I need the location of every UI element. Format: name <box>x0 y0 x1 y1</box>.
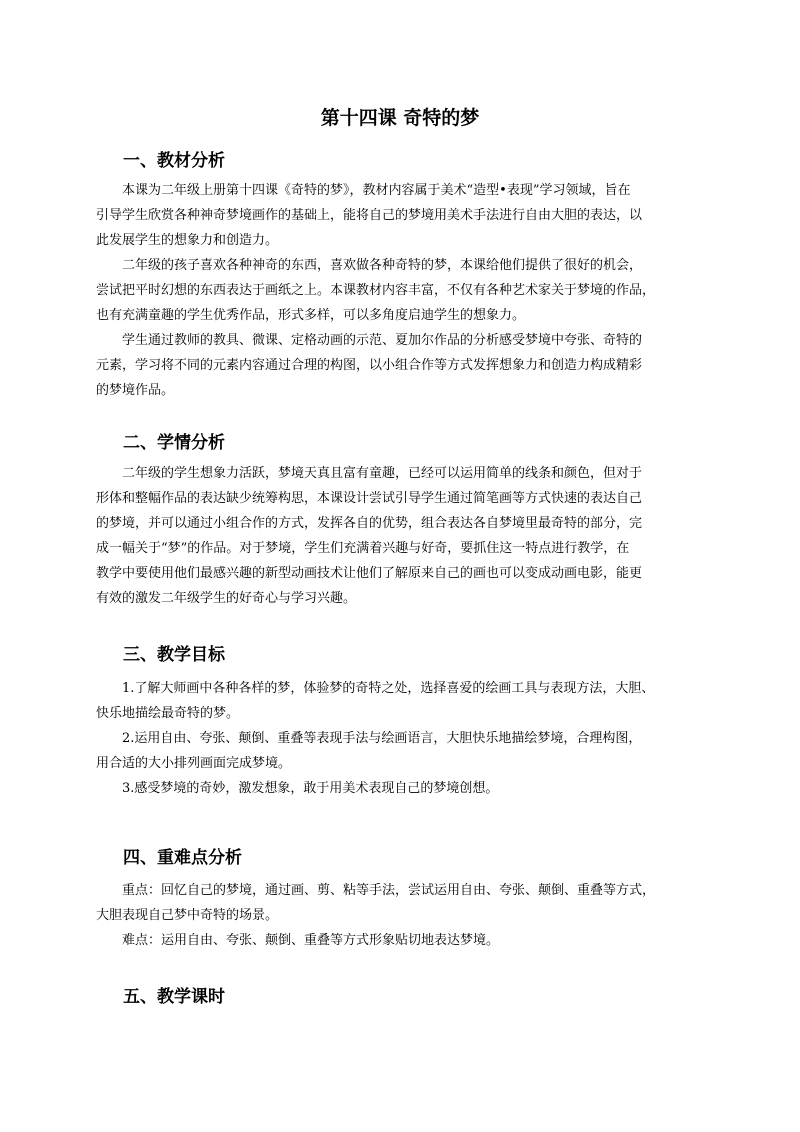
paragraph-line: 二年级的学生想象力活跃，梦境天真且富有童趣，已经可以运用简单的线条和颜色，但对于 <box>122 466 643 481</box>
section-body-teaching-objectives <box>96 676 708 801</box>
paragraph-line: 难点：运用自由、夸张、颠倒、重叠等方式形象贴切地表达梦境。 <box>122 933 500 948</box>
paragraph-line: 有效的激发二年级学生的好奇心与学习兴趣。 <box>96 591 357 606</box>
section-heading-teaching-hours: 五、教学课时 <box>123 987 225 1007</box>
paragraph-line: 成一幅关于“梦”的作品。对于梦境，学生们充满着兴趣与好奇，要抓住这一特点进行教学，在 <box>96 541 630 556</box>
paragraph-line: 学生通过教师的教具、微课、定格动画的示范、夏加尔作品的分析感受梦境中夸张、奇特的 <box>122 333 643 348</box>
paragraph-line: 引导学生欣赏各种神奇梦境画作的基础上，能将自己的梦境用美术手法进行自由大胆的表达，以 <box>96 208 643 223</box>
paragraph-line: 快乐地描绘最奇特的梦。 <box>96 706 240 721</box>
paragraph-line: 1.了解大师画中各种各样的梦，体验梦的奇特之处，选择喜爱的绘画工具与表现方法，大胆、 <box>122 681 655 696</box>
paragraph-line: 的梦境作品。 <box>96 383 175 398</box>
section-body-learner-analysis <box>96 461 708 611</box>
section-body-key-difficult-points <box>96 878 708 953</box>
paragraph-line: 此发展学生的想象力和创造力。 <box>96 233 279 248</box>
paragraph-line: 大胆表现自己梦中奇特的场景。 <box>96 908 279 923</box>
paragraph-line: 形体和整幅作品的表达缺少统筹构思，本课设计尝试引导学生通过简笔画等方式快速的表达自己 <box>96 491 643 506</box>
section-heading-learner-analysis: 二、学情分析 <box>123 433 225 453</box>
section-heading-key-difficult-points: 四、重难点分析 <box>123 848 242 868</box>
paragraph-line: 用合适的大小排列画面完成梦境。 <box>96 756 292 771</box>
paragraph-line: 2.运用自由、夸张、颠倒、重叠等表现手法与绘画语言，大胆快乐地描绘梦境，合理构图， <box>122 731 642 746</box>
paragraph-line: 也有充满童趣的学生优秀作品，形式多样，可以多角度启迪学生的想象力。 <box>96 308 526 323</box>
paragraph-line: 尝试把平时幻想的东西表达于画纸之上。本课教材内容丰富，不仅有各种艺术家关于梦境的作品， <box>96 283 656 298</box>
section-heading-textbook-analysis: 一、教材分析 <box>123 151 225 171</box>
section-heading-teaching-objectives: 三、教学目标 <box>123 645 225 665</box>
section-body-textbook-analysis <box>96 178 708 403</box>
paragraph-line: 重点：回忆自己的梦境，通过画、剪、粘等手法，尝试运用自由、夸张、颠倒、重叠等方式， <box>122 883 656 898</box>
document-title: 第十四课 奇特的梦 <box>320 107 480 129</box>
paragraph-line: 本课为二年级上册第十四课《奇特的梦》，教材内容属于美术“造型•表现”学习领域，旨在 <box>122 183 631 198</box>
paragraph-line: 3.感受梦境的奇妙，激发想象，敢于用美术表现自己的梦境创想。 <box>122 781 499 796</box>
paragraph-line: 的梦境，并可以通过小组合作的方式，发挥各自的优势，组合表达各自梦境里最奇特的部分，完 <box>96 516 643 531</box>
paragraph-line: 教学中要使用他们最感兴趣的新型动画技术让他们了解原来自己的画也可以变成动画电影，能更 <box>96 566 643 581</box>
paragraph-line: 元素，学习将不同的元素内容通过合理的构图，以小组合作等方式发挥想象力和创造力构成精彩 <box>96 358 643 373</box>
paragraph-line: 二年级的孩子喜欢各种神奇的东西，喜欢做各种奇特的梦，本课给他们提供了很好的机会， <box>122 258 643 273</box>
